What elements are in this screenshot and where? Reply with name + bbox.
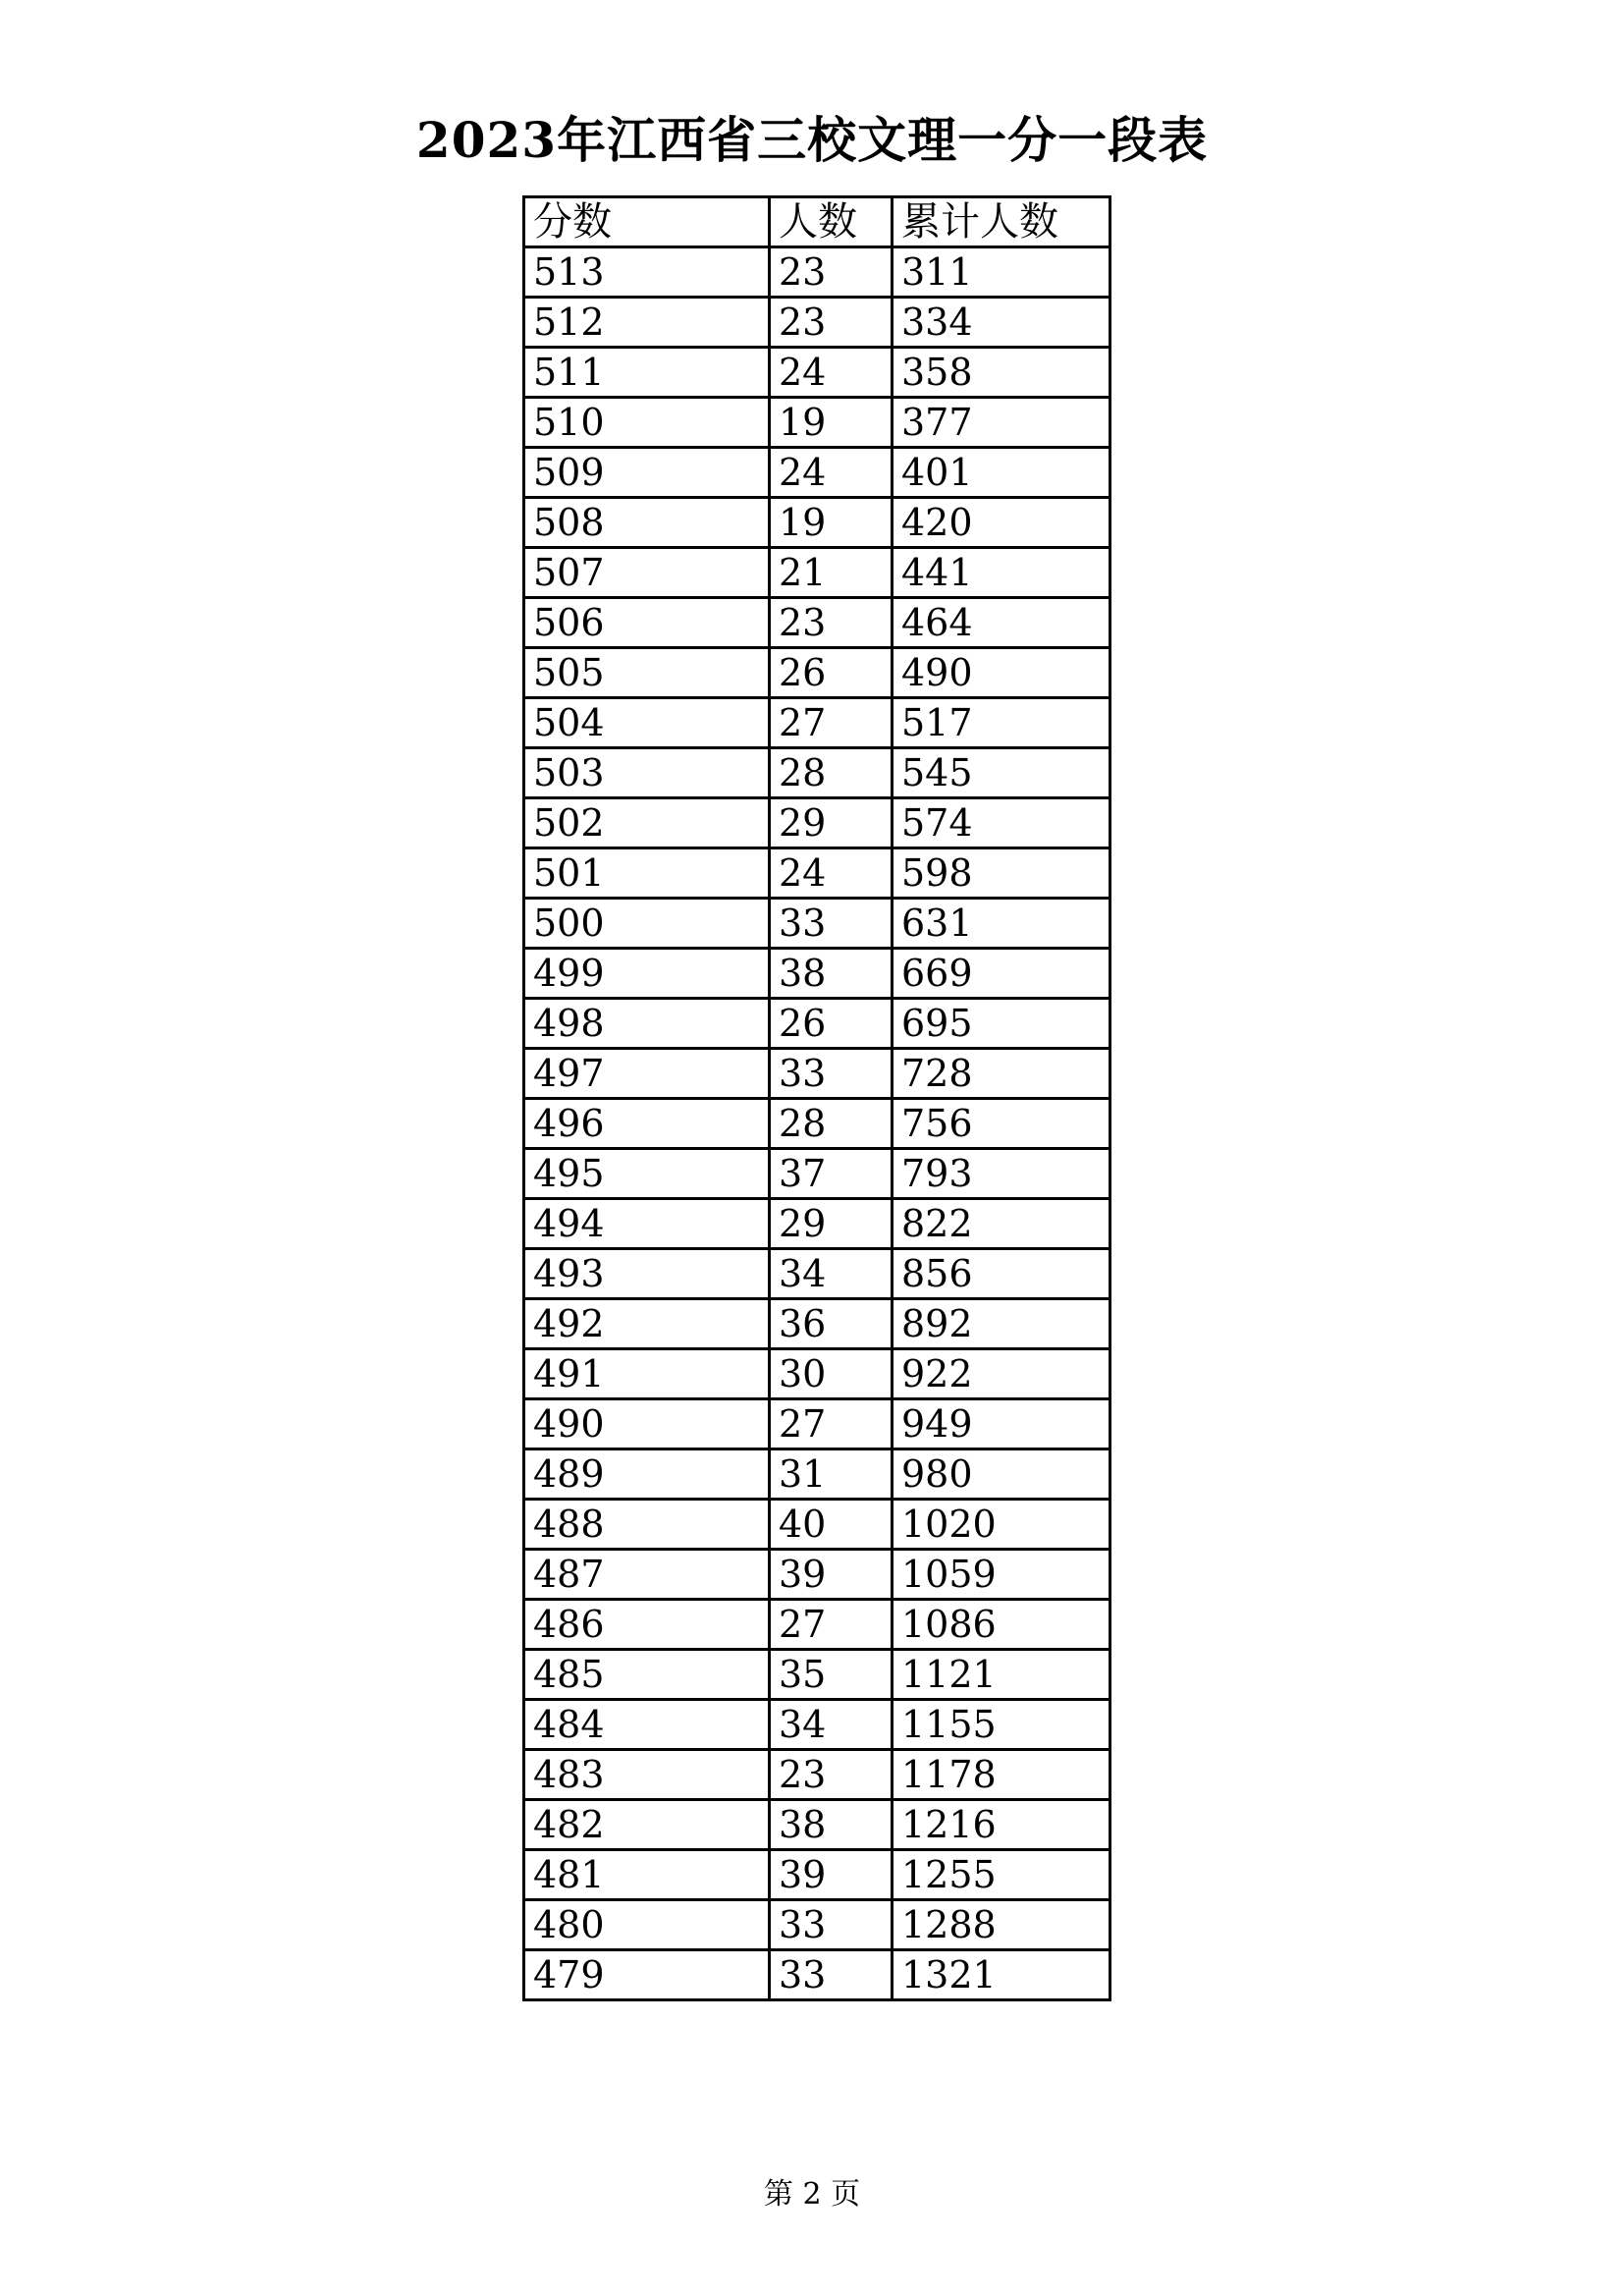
page-number: 第 2 页 bbox=[763, 2177, 861, 2212]
table-row bbox=[524, 949, 1110, 999]
cumulative-cell: 1059 bbox=[893, 1550, 1110, 1600]
table-row bbox=[524, 1950, 1110, 2000]
score-cell: 500 bbox=[524, 899, 770, 949]
count-cell: 33 bbox=[770, 1049, 893, 1099]
count-cell: 34 bbox=[770, 1700, 893, 1750]
column-header-score: 分数 bbox=[524, 197, 770, 247]
table-row bbox=[524, 1349, 1110, 1399]
table-row bbox=[524, 798, 1110, 848]
score-cell: 497 bbox=[524, 1049, 770, 1099]
table-row bbox=[524, 448, 1110, 498]
table-row bbox=[524, 1800, 1110, 1850]
score-cell: 508 bbox=[524, 498, 770, 548]
score-cell: 512 bbox=[524, 298, 770, 348]
count-cell: 38 bbox=[770, 1800, 893, 1850]
count-cell: 39 bbox=[770, 1550, 893, 1600]
cumulative-cell: 1155 bbox=[893, 1700, 1110, 1750]
count-cell: 40 bbox=[770, 1500, 893, 1550]
score-cell: 485 bbox=[524, 1650, 770, 1700]
score-cell: 505 bbox=[524, 648, 770, 698]
count-cell: 31 bbox=[770, 1449, 893, 1500]
score-cell: 499 bbox=[524, 949, 770, 999]
table-row bbox=[524, 1099, 1110, 1149]
cumulative-cell: 420 bbox=[893, 498, 1110, 548]
table-row bbox=[524, 698, 1110, 748]
score-cell: 502 bbox=[524, 798, 770, 848]
cumulative-cell: 922 bbox=[893, 1349, 1110, 1399]
table-row bbox=[524, 648, 1110, 698]
count-cell: 27 bbox=[770, 1600, 893, 1650]
score-cell: 493 bbox=[524, 1249, 770, 1299]
count-cell: 26 bbox=[770, 999, 893, 1049]
table-row bbox=[524, 298, 1110, 348]
score-cell: 489 bbox=[524, 1449, 770, 1500]
cumulative-cell: 441 bbox=[893, 548, 1110, 598]
table-row bbox=[524, 1299, 1110, 1349]
count-cell: 23 bbox=[770, 247, 893, 298]
score-cell: 479 bbox=[524, 1950, 770, 2000]
count-cell: 27 bbox=[770, 1399, 893, 1449]
count-cell: 28 bbox=[770, 1099, 893, 1149]
table-row bbox=[524, 1850, 1110, 1900]
table-row bbox=[524, 899, 1110, 949]
score-cell: 503 bbox=[524, 748, 770, 798]
count-cell: 24 bbox=[770, 448, 893, 498]
table-header-row bbox=[524, 197, 1110, 247]
cumulative-cell: 631 bbox=[893, 899, 1110, 949]
cumulative-cell: 695 bbox=[893, 999, 1110, 1049]
cumulative-cell: 545 bbox=[893, 748, 1110, 798]
count-cell: 23 bbox=[770, 598, 893, 648]
count-cell: 38 bbox=[770, 949, 893, 999]
cumulative-cell: 311 bbox=[893, 247, 1110, 298]
count-cell: 19 bbox=[770, 398, 893, 448]
count-cell: 37 bbox=[770, 1149, 893, 1199]
table-row bbox=[524, 1149, 1110, 1199]
table-row bbox=[524, 398, 1110, 448]
count-cell: 33 bbox=[770, 899, 893, 949]
score-cell: 488 bbox=[524, 1500, 770, 1550]
cumulative-cell: 756 bbox=[893, 1099, 1110, 1149]
score-cell: 490 bbox=[524, 1399, 770, 1449]
cumulative-cell: 401 bbox=[893, 448, 1110, 498]
cumulative-cell: 980 bbox=[893, 1449, 1110, 1500]
cumulative-cell: 377 bbox=[893, 398, 1110, 448]
table-row bbox=[524, 498, 1110, 548]
table-row bbox=[524, 999, 1110, 1049]
score-cell: 498 bbox=[524, 999, 770, 1049]
cumulative-cell: 1086 bbox=[893, 1600, 1110, 1650]
cumulative-cell: 793 bbox=[893, 1149, 1110, 1199]
score-cell: 481 bbox=[524, 1850, 770, 1900]
cumulative-cell: 1020 bbox=[893, 1500, 1110, 1550]
count-cell: 33 bbox=[770, 1900, 893, 1950]
table-row bbox=[524, 1500, 1110, 1550]
table-body bbox=[524, 247, 1110, 2000]
table-row bbox=[524, 1049, 1110, 1099]
table-row bbox=[524, 1399, 1110, 1449]
count-cell: 24 bbox=[770, 348, 893, 398]
score-cell: 513 bbox=[524, 247, 770, 298]
score-cell: 484 bbox=[524, 1700, 770, 1750]
table-row bbox=[524, 1449, 1110, 1500]
score-cell: 492 bbox=[524, 1299, 770, 1349]
table-row bbox=[524, 1550, 1110, 1600]
column-header-cumulative: 累计人数 bbox=[893, 197, 1110, 247]
cumulative-cell: 892 bbox=[893, 1299, 1110, 1349]
score-cell: 507 bbox=[524, 548, 770, 598]
table-row bbox=[524, 348, 1110, 398]
cumulative-cell: 598 bbox=[893, 848, 1110, 899]
table-row bbox=[524, 1199, 1110, 1249]
cumulative-cell: 669 bbox=[893, 949, 1110, 999]
score-cell: 509 bbox=[524, 448, 770, 498]
count-cell: 39 bbox=[770, 1850, 893, 1900]
score-cell: 501 bbox=[524, 848, 770, 899]
count-cell: 21 bbox=[770, 548, 893, 598]
score-cell: 482 bbox=[524, 1800, 770, 1850]
score-cell: 495 bbox=[524, 1149, 770, 1199]
score-cell: 486 bbox=[524, 1600, 770, 1650]
table-row bbox=[524, 848, 1110, 899]
count-cell: 33 bbox=[770, 1950, 893, 2000]
count-cell: 23 bbox=[770, 298, 893, 348]
score-cell: 506 bbox=[524, 598, 770, 648]
cumulative-cell: 334 bbox=[893, 298, 1110, 348]
score-cell: 491 bbox=[524, 1349, 770, 1399]
score-cell: 483 bbox=[524, 1750, 770, 1800]
table-row bbox=[524, 748, 1110, 798]
cumulative-cell: 1178 bbox=[893, 1750, 1110, 1800]
score-table bbox=[522, 195, 1111, 2001]
cumulative-cell: 856 bbox=[893, 1249, 1110, 1299]
count-cell: 34 bbox=[770, 1249, 893, 1299]
table-row bbox=[524, 1600, 1110, 1650]
count-cell: 35 bbox=[770, 1650, 893, 1700]
cumulative-cell: 1321 bbox=[893, 1950, 1110, 2000]
cumulative-cell: 1255 bbox=[893, 1850, 1110, 1900]
table-row bbox=[524, 1650, 1110, 1700]
score-cell: 510 bbox=[524, 398, 770, 448]
cumulative-cell: 1288 bbox=[893, 1900, 1110, 1950]
score-cell: 496 bbox=[524, 1099, 770, 1149]
cumulative-cell: 949 bbox=[893, 1399, 1110, 1449]
score-cell: 480 bbox=[524, 1900, 770, 1950]
cumulative-cell: 358 bbox=[893, 348, 1110, 398]
table-row bbox=[524, 598, 1110, 648]
count-cell: 30 bbox=[770, 1349, 893, 1399]
cumulative-cell: 1121 bbox=[893, 1650, 1110, 1700]
count-cell: 24 bbox=[770, 848, 893, 899]
count-cell: 29 bbox=[770, 798, 893, 848]
table-row bbox=[524, 1249, 1110, 1299]
cumulative-cell: 464 bbox=[893, 598, 1110, 648]
count-cell: 36 bbox=[770, 1299, 893, 1349]
count-cell: 19 bbox=[770, 498, 893, 548]
score-cell: 511 bbox=[524, 348, 770, 398]
score-cell: 494 bbox=[524, 1199, 770, 1249]
score-cell: 504 bbox=[524, 698, 770, 748]
cumulative-cell: 728 bbox=[893, 1049, 1110, 1099]
table-row bbox=[524, 247, 1110, 298]
count-cell: 29 bbox=[770, 1199, 893, 1249]
cumulative-cell: 822 bbox=[893, 1199, 1110, 1249]
count-cell: 26 bbox=[770, 648, 893, 698]
table-row bbox=[524, 1700, 1110, 1750]
count-cell: 28 bbox=[770, 748, 893, 798]
table-row bbox=[524, 1750, 1110, 1800]
column-header-count: 人数 bbox=[770, 197, 893, 247]
count-cell: 23 bbox=[770, 1750, 893, 1800]
cumulative-cell: 517 bbox=[893, 698, 1110, 748]
table-row bbox=[524, 1900, 1110, 1950]
score-cell: 487 bbox=[524, 1550, 770, 1600]
page-title: 2023年江西省三校文理一分一段表 bbox=[415, 111, 1209, 169]
count-cell: 27 bbox=[770, 698, 893, 748]
table-row bbox=[524, 548, 1110, 598]
cumulative-cell: 574 bbox=[893, 798, 1110, 848]
cumulative-cell: 490 bbox=[893, 648, 1110, 698]
cumulative-cell: 1216 bbox=[893, 1800, 1110, 1850]
